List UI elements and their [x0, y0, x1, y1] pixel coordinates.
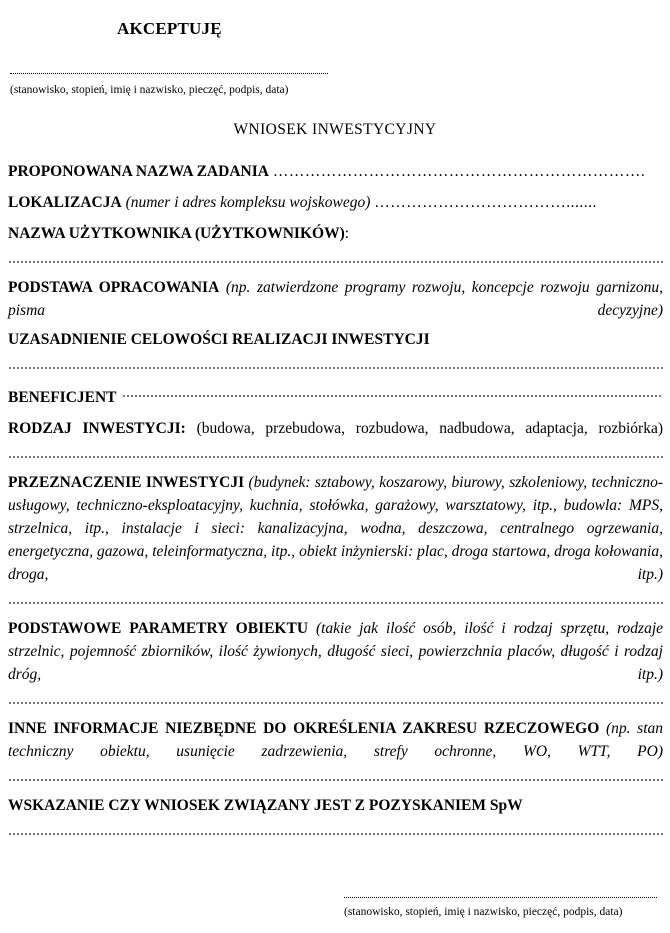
approver-signature-caption: (stanowisko, stopień, imię i nazwisko, pieczęć, podpis, data) [10, 84, 289, 96]
beneficiary-label: BENEFICJENT [8, 389, 117, 406]
user-label: NAZWA UŻYTKOWNIKA (UŻYTKOWNIKÓW) [8, 225, 345, 242]
type-label: RODZAJ INWESTYCJI: [8, 420, 186, 437]
other-fill-line[interactable] [8, 763, 663, 786]
user-fill-line[interactable] [8, 245, 663, 268]
form-fields [8, 160, 663, 840]
applicant-signature-caption: (stanowisko, stopień, imię i nazwisko, pieczęć, podpis, data) [344, 906, 623, 918]
approver-signature-line[interactable] [10, 63, 328, 74]
field-user [8, 222, 663, 245]
parameters-hint: (takie jak ilość osób, ilość i rodzaj sprzętu, rodzaje strzelnic, pojemność zbiorników, ilość żywionych, długość sieci, powierzchnia placów, długość i rodzaj dróg, itp.) [8, 620, 664, 683]
parameters-label: PODSTAWOWE PARAMETRY OBIEKTU [8, 620, 309, 637]
funding-label: WSKAZANIE CZY WNIOSEK ZWIĄZANY JEST Z POZYSKANIEM SpW [8, 797, 523, 814]
field-location [8, 191, 663, 214]
purpose-label: PRZEZNACZENIE INWESTYCJI [8, 474, 245, 491]
location-hint: (numer i adres kompleksu wojskowego) [125, 194, 371, 211]
task-name-label: PROPONOWANA NAZWA ZADANIA [8, 163, 269, 180]
funding-fill-line[interactable] [8, 817, 663, 840]
field-beneficiary [8, 382, 663, 409]
location-dots[interactable]: ………………………………....... [374, 194, 597, 211]
location-label: LOKALIZACJA [8, 194, 122, 211]
beneficiary-fill-line[interactable] [122, 382, 663, 402]
justification-label: UZASADNIENIE CELOWOŚCI REALIZACJI INWESTYCJI [8, 331, 430, 348]
accept-heading: AKCEPTUJĘ [117, 19, 222, 38]
document-title: WNIOSEK INWESTYCYJNY [233, 121, 437, 138]
purpose-hint: (budynek: sztabowy, koszarowy, biurowy, szkoleniowy, techniczno-usługowy, techniczno-eksploatacyjny, kuchnia, stołówka, garażowy, warsztatowy, itp., budowla: MPS, strzelnica, itp., instalacje i sieci: kanalizacyjna, wodna, deszczowa, centralnego ogrzewania, energetyczna, gazowa, teleinformatyczna, itp., obiekt inżynierski: plac, droga startowa, droga kołowania, droga, itp.) [8, 474, 663, 583]
field-parameters [8, 617, 663, 686]
type-fill-line[interactable] [8, 440, 663, 463]
basis-hint: (np. zatwierdzone programy rozwoju, koncepcje rozwoju garnizonu, pisma decyzyjne) [8, 279, 664, 319]
basis-label: PODSTAWA OPRACOWANIA [8, 279, 220, 296]
field-basis [8, 276, 663, 322]
purpose-fill-line[interactable] [8, 586, 663, 609]
user-label-colon: : [344, 225, 350, 242]
applicant-signature-line[interactable] [344, 893, 657, 898]
field-justification [8, 328, 663, 351]
other-hint: (np. stan techniczny obiektu, usunięcie zadrzewienia, strefy ochronne, WO, WTT, PO) [8, 720, 664, 760]
field-other [8, 717, 663, 763]
field-type [8, 417, 663, 440]
field-task-name [8, 160, 663, 183]
field-funding [8, 794, 663, 817]
task-name-dots[interactable]: ……………………………………………………………. [272, 163, 646, 180]
other-label: INNE INFORMACJE NIEZBĘDNE DO OKREŚLENIA ZAKRESU RZECZOWEGO [8, 720, 600, 737]
justification-fill-line[interactable] [8, 351, 663, 374]
field-purpose [8, 471, 663, 586]
parameters-fill-line[interactable] [8, 686, 663, 709]
type-text: (budowa, przebudowa, rozbudowa, nadbudowa, adaptacja, rozbiórka) [196, 420, 664, 437]
